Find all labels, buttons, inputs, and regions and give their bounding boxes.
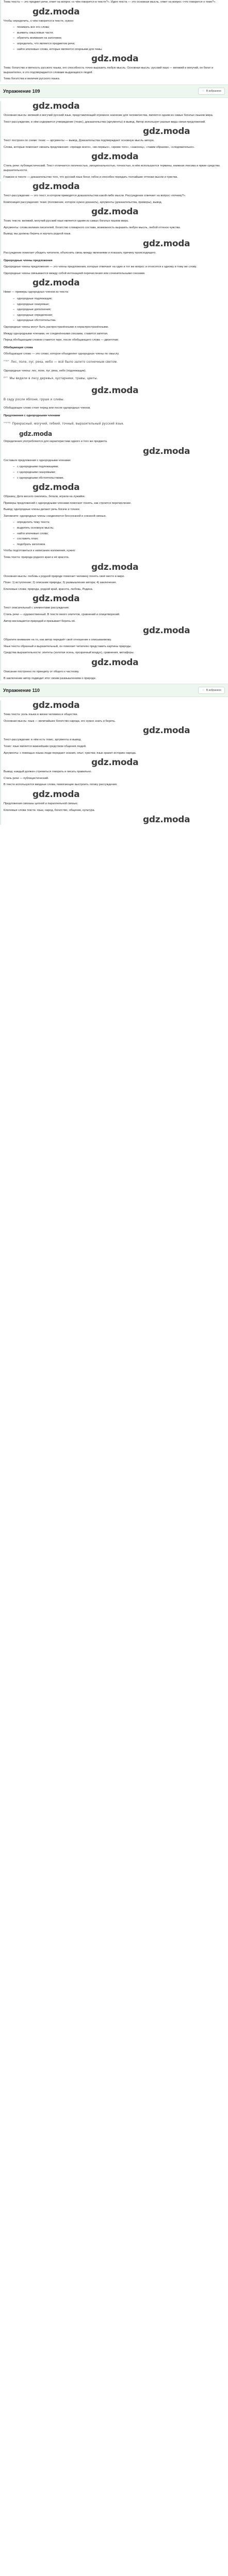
gdz-watermark-logo: gdz.moda <box>91 151 139 162</box>
paragraph: Образец: Дети весело смеялись, бегали, играли на лужайке. <box>4 495 86 499</box>
list-item: – подобрать заголовок. <box>17 543 226 547</box>
exercise-108-answer <box>0 0 228 81</box>
example-sentence <box>4 398 226 402</box>
list-item: – составить план; <box>17 537 226 541</box>
exposition-steps-section <box>0 520 228 681</box>
gdz-watermark-logo: gdz.moda <box>32 278 80 289</box>
paragraph: Рассуждение помогает убедить читателя, объяснить связь между явлениями и показать причину происходящего. <box>4 251 156 255</box>
paragraph: Вывод: однородные члены делают речь богаче и точнее. <box>4 508 80 512</box>
paragraph: В тексте используются вводные слова, помогающие выстроить логику рассуждения. <box>4 783 118 787</box>
list-item: – определить тему текста; <box>17 520 226 525</box>
paragraph: План: 1) вступление; 2) описание природы; 3) размышление автора; 4) заключение. <box>4 581 117 585</box>
paragraph: Тема: богатство и меткость русского языка, его способность точно выразить любую мысль. Основная мысль: русский язык — великий и могучий, он богат и выразителен, и это подтверждается словами выдающихся людей. <box>4 66 214 74</box>
paragraph: Текст описательный с элементами рассуждения. <box>4 606 70 610</box>
list-item: – выделить основную мысль; <box>17 526 226 531</box>
paragraph: Тема богатства и величия русского языка. <box>4 77 60 81</box>
list-item: – обратить внимание на заголовок; <box>17 36 226 41</box>
steps-list <box>4 25 226 52</box>
gdz-watermark-logo: gdz.moda <box>32 6 80 17</box>
list-item: – найти ключевые слова, которые являются опорными для темы. <box>17 47 226 52</box>
paragraph: Текст-рассуждение, в нём содержится утверждение (тезис), доказательства (аргументы) и вывод. Автор использует разные виды связи предложений. <box>4 120 206 124</box>
paragraph: Стиль речи — публицистический. <box>4 776 49 780</box>
gdz-watermark-logo: gdz.moda <box>91 562 139 572</box>
paragraph: Язык текста образный и выразительный, он помогает читателю представить картины природы. <box>4 645 132 648</box>
exercise-header <box>0 684 228 697</box>
section-heading: Однородные члены предложения <box>4 259 53 262</box>
add-to-favorites-button[interactable] <box>198 687 225 694</box>
star-icon: ☆ <box>202 89 205 93</box>
gdz-watermark-logo: gdz.moda <box>143 725 190 736</box>
gdz-watermark-logo: gdz.moda <box>91 757 139 768</box>
paragraph: Аргументы: слова великих писателей, богатство словарного состава, возможность выразить любую мысль, любой оттенок чувства. <box>4 226 181 229</box>
paragraph: Основная мысль: язык — величайшее богатство народа, его нужно знать и беречь. <box>4 719 116 723</box>
list-item: – понимать все его слова; <box>17 25 226 30</box>
sentence-text: Лес, поле, луг, река, небо — всё было залито солнечным светом. <box>11 360 118 364</box>
gdz-watermark-logo: gdz.moda <box>91 385 139 396</box>
reasoning-text-section <box>0 181 228 256</box>
sentence-text: В саду росли яблони, груши и сливы. <box>4 398 65 401</box>
paragraph: Вывод: мы должны беречь и изучать родной язык. <box>4 232 71 236</box>
paragraph: Ключевые слова: природа, родной край, красота, любовь, Родина. <box>4 587 93 591</box>
gdz-watermark-logo: gdz.moda <box>32 700 80 711</box>
favorites-label: В избранное <box>206 89 221 93</box>
section-heading: Обобщающие слова <box>4 346 33 349</box>
homogeneous-members-section <box>0 259 228 411</box>
sentence-text: Мы видели в лесу деревья, кустарники, травы, цветы. <box>9 377 98 381</box>
paragraph: Слова, которые помогают связать предложения: «прежде всего», «во-первых», «кроме того», «наконец», «таким образом», «следовательно». <box>4 145 195 149</box>
paragraph: Тема текста: природа родного края и её красота. <box>4 556 70 560</box>
exercise-header <box>0 84 228 98</box>
paragraph: Чтобы подготовиться к написанию изложения, нужно: <box>4 549 76 553</box>
list-item: – однородные обстоятельства. <box>17 318 226 323</box>
paragraph: В заключении автор подводит итог своим размышлениям о природе. <box>4 676 96 680</box>
paragraph: Обратите внимание на то, как автор передаёт своё отношение к описываемому. <box>4 638 112 642</box>
exercise-110-answer <box>0 700 228 825</box>
star-icon: ☆ <box>202 688 205 692</box>
paragraph: Текст построен по схеме: тезис — аргументы — вывод. Доказательства подтверждают основную мысль автора. <box>4 139 155 143</box>
paragraph: Описание построено по принципу от общего к частному. <box>4 670 79 673</box>
gdz-watermark-logo: gdz.moda <box>32 594 80 604</box>
paragraph: Определения употребляются для характеристики одного и того же предмета. <box>4 440 108 444</box>
add-to-favorites-button[interactable] <box>198 88 225 95</box>
sentence-text: Прекрасный, могучий, гибкий, точный, выразительный русский язык. <box>12 422 124 426</box>
gdz-watermark-logo: gdz.moda <box>143 446 190 456</box>
paragraph: Тема текста: роль языка в жизни человека и общества. <box>4 713 78 717</box>
paragraph: Стиль речи — художественный. В тексте много эпитетов, сравнений и олицетворений. <box>4 613 120 616</box>
paragraph: Ключевые слова текста: язык, народ, богатство, общение, культура. <box>4 808 95 812</box>
paragraph: Тема текста — это предмет речи, ответ на вопрос «о чём говорится в тексте?». Идея текста — это основная мысль, ответ на вопрос «что говорится о теме?». <box>4 1 217 4</box>
exercise-title: Упражнение 110 <box>3 687 40 693</box>
exercise-109-answer <box>0 101 228 179</box>
list-item: – найти ключевые слова; <box>17 532 226 536</box>
paragraph: Однородные члены предложения — это члены предложения, которые отвечают на один и тот же вопрос и относятся к одному и тому же слову. <box>4 265 197 269</box>
gdz-watermark-logo: gdz.moda <box>143 815 190 825</box>
paragraph: Обобщающее слово — это слово, которое объединяет однородные члены по смыслу. <box>4 352 120 356</box>
paragraph: Предложения связаны цепной и параллельной связью. <box>4 802 78 805</box>
gdz-watermark-logo: gdz.moda <box>32 100 80 111</box>
list-item: – с однородными подлежащими; <box>17 465 226 469</box>
paragraph: Текст-рассуждение: в нём есть тезис, аргументы и вывод. <box>4 738 82 742</box>
paragraph: Перед обобщающим словом ставится тире, после обобщающего слова — двоеточие. <box>4 338 119 342</box>
gdz-watermark-logo: gdz.moda <box>143 625 190 636</box>
paragraph: Однородные члены могут быть распространёнными и нераспространёнными. <box>4 326 109 329</box>
gdz-watermark-logo: gdz.moda <box>32 789 80 800</box>
list-item: – определить, что является предметом речи; <box>17 42 226 46</box>
gdz-watermark-logo: gdz.moda <box>91 657 139 668</box>
paragraph: Вывод: каждый должен стремиться говорить и писать правильно. <box>4 770 92 774</box>
sentences-section <box>0 414 228 519</box>
paragraph: Тезис: язык является важнейшим средством общения людей. <box>4 744 87 748</box>
paragraph: Композиция рассуждения: тезис (положение, которое нужно доказать), аргументы (доказательства, примеры), вывод. <box>4 200 162 204</box>
gdz-watermark-logo: gdz.moda <box>143 126 190 137</box>
paragraph: Главное в тексте — доказательство того, что русский язык богат, гибок и способен передать тончайшие оттенки мысли и чувства. <box>4 175 178 179</box>
example-sentence <box>4 359 226 365</box>
gdz-watermark-logo: gdz.moda <box>91 207 139 217</box>
paragraph: Примеры предложений с однородными членами помогают понять, как строится перечисление. <box>4 501 132 505</box>
paragraph: Основная мысль: любовь к родной природе помогает человеку понять своё место в мире. <box>4 574 125 578</box>
list-item: – с однородными обстоятельствами. <box>17 476 226 481</box>
section-heading: Предложения с однородными членами <box>4 414 60 417</box>
gdz-watermark-logo: gdz.moda <box>143 239 190 249</box>
gdz-watermark-logo: gdz.moda <box>91 54 139 64</box>
exercise-title: Упражнение 109 <box>3 88 40 94</box>
parse-mark: опред. <box>4 420 11 423</box>
paragraph: Запомните: однородные члены соединяются бессоюзной и союзной связью. <box>4 514 107 518</box>
paragraph: Автор восхищается природой и призывает беречь её. <box>4 619 76 623</box>
paragraph: Тезис текста: великий, могучий русский язык является одним из самых богатых языков мира. <box>4 219 129 223</box>
paragraph: Средства выразительности: эпитеты (золотая осень, прозрачный воздух), сравнения, метафоры. <box>4 651 135 655</box>
example-sentence <box>4 420 226 427</box>
list-item: – однородные подлежащие; <box>17 297 226 301</box>
steps-list <box>4 520 226 547</box>
gdz-watermark-logo: gdz.moda <box>19 430 52 438</box>
gdz-watermark-logo: gdz.moda <box>32 181 80 192</box>
list-item: – выявить смысловые части; <box>17 31 226 36</box>
paragraph: Чтобы определить, о чём говорится в тексте, нужно: <box>4 19 74 23</box>
paragraph: Составьте предложения с однородными членами: <box>4 459 71 462</box>
paragraph: Между однородными членами, не соединёнными союзами, ставится запятая. <box>4 332 108 335</box>
example-sentence <box>4 375 226 381</box>
paragraph: Однородные члены: лес, поле, луг, река, небо (подлежащие). <box>4 369 87 372</box>
paragraph: Стиль речи: публицистический. Текст отличается логичностью, эмоциональностью, точностью, в нём используются термины, книжная лексика и яркие средства выразительности. <box>4 164 220 172</box>
task-list <box>4 465 226 480</box>
parse-mark: подл. <box>4 359 10 362</box>
members-list <box>4 297 226 323</box>
list-item: – с однородными сказуемыми; <box>17 470 226 475</box>
paragraph: Основная мысль: великий и могучий русский язык, представляющий огромное значение для человечества, является одним из самых богатых языков мира. <box>4 113 214 117</box>
paragraph: Текст-рассуждение — это текст, в котором приводятся доказательства какой-либо мысли. Рассуждение отвечает на вопрос «почему?». <box>4 194 186 198</box>
paragraph: Обобщающее слово стоит перед или после однородных членов. <box>4 406 91 410</box>
gdz-watermark-logo: gdz.moda <box>32 482 80 493</box>
list-item: – однородные сказуемые; <box>17 302 226 307</box>
favorites-label: В избранное <box>206 688 221 692</box>
paragraph: Ниже — примеры однородных членов из текста: <box>4 291 69 294</box>
paragraph: Аргументы: с помощью языка люди передают знания, опыт, чувства; язык хранит историю народа. <box>4 751 137 755</box>
paragraph: Однородные члены связываются между собой интонацией перечисления или сочинительными союзами. <box>4 272 145 275</box>
parse-mark: доп. <box>4 376 9 379</box>
list-item: – однородные дополнения; <box>17 308 226 312</box>
list-item: – однородные определения; <box>17 313 226 318</box>
